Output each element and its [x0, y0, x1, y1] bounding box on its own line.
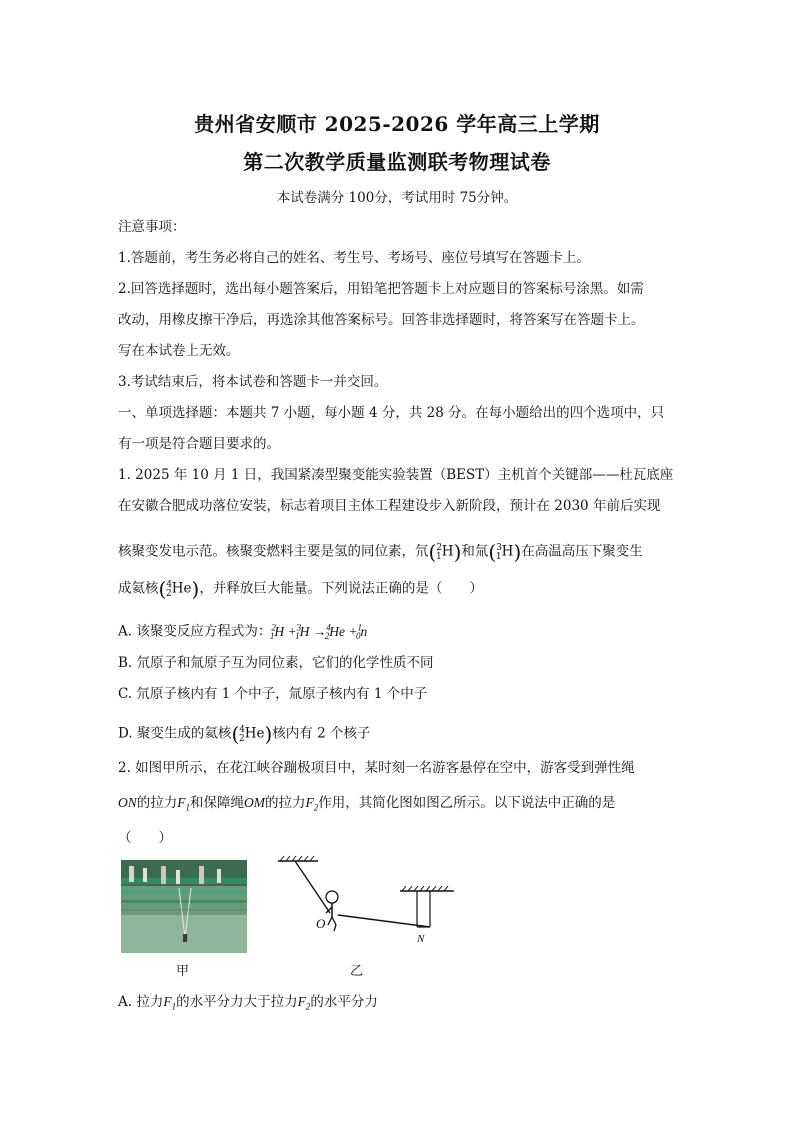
helium-symbol: $^4_2$He [166, 580, 192, 600]
caption-jia: 甲 [176, 964, 190, 979]
deuterium-symbol: $^2_1$H [436, 543, 454, 563]
q1-line-3-mid: 和氚 [461, 543, 489, 560]
paren-close: ) [453, 540, 462, 564]
paren-close: ) [191, 577, 200, 601]
force-f1: $F_1$ [177, 795, 191, 813]
note-2-line-c: 写在本试卷上无效。 [118, 343, 240, 359]
q2-text-b: 和保障绳 [190, 795, 245, 811]
force-f2: $F_2$ [297, 994, 311, 1012]
q2-text-a: 的拉力 [136, 795, 178, 811]
note-2-line-b: 改动，用橡皮擦干净后，再选涂其他答案标号。回答非选择题时，将答案写在答题卡上。 [118, 312, 645, 328]
person-head [326, 891, 338, 903]
paren-open: ( [158, 577, 167, 601]
note-3: 3.考试结束后，将本试卷和答题卡一并交回。 [118, 374, 388, 390]
rope-on [338, 915, 430, 927]
person-foot [334, 925, 336, 931]
bungee-photo-drawing [121, 860, 247, 953]
rope-on-label: ON [118, 795, 137, 810]
q1-line-1: 1. 2025 年 10 月 1 日，我国紧凑型聚变能实验装置（BEST）主机首个关键部——杜瓦底座 [118, 467, 674, 483]
label-n: N [417, 933, 425, 945]
section1-heading-a: 一、单项选择题：本题共 7 小题，每小题 4 分，共 28 分。在每小题给出的四个选项中，只 [118, 405, 665, 421]
rope-om [295, 861, 330, 913]
paren-open: ( [231, 722, 240, 746]
section1-heading-b: 有一项是符合题目要求的。 [118, 436, 280, 452]
schematic-diagram [270, 855, 470, 960]
force-f2: $F_2$ [305, 795, 319, 813]
caption-yi: 乙 [350, 964, 364, 979]
exam-title-line1: 贵州省安顺市 2025-2026 学年高三上学期 [194, 112, 600, 136]
rope-om-label: OM [244, 795, 266, 810]
q2-line-1: 2. 如图甲所示，在花江峡谷蹦极项目中，某时刻一名游客悬停在空中，游客受到弹性绳 [118, 760, 635, 776]
q2-option-a-pre: A. 拉力 [118, 994, 164, 1010]
label-o: O [316, 916, 326, 931]
note-2-line-a: 2.回答选择题时，选出每小题答案后，用铅笔把答题卡上对应题目的答案标号涂黑。如需 [118, 281, 644, 297]
q2-option-a-post: 的水平分力 [310, 994, 378, 1010]
q1-line-4-post: ，并释放巨大能量。下列说法正确的是（ ） [199, 580, 483, 597]
tritium-symbol: $^3_1$H [495, 543, 514, 563]
q1-line-3 [118, 538, 678, 567]
note-1: 1.答题前，考生务必将自己的姓名、考生号、考场号、座位号填写在答题卡上。 [118, 250, 590, 266]
q1-option-d-pre: D. 聚变生成的氦核 [118, 725, 232, 742]
exam-title-line2: 第二次教学质量监测联考物理试卷 [243, 150, 551, 174]
force-f1: $F_1$ [163, 994, 177, 1012]
q1-line-3-post: 在高温高压下聚变生 [521, 543, 643, 560]
q1-option-b: B. 氘原子和氚原子互为同位素，它们的化学性质不同 [118, 655, 434, 671]
q1-option-d [118, 720, 678, 749]
q2-text-d: 作用，其简化图如图乙所示。以下说法中正确的是 [318, 795, 616, 811]
person-leg-right [332, 917, 336, 925]
q1-option-c: C. 氘原子核内有 1 个中子，氚原子核内有 1 个中子 [118, 686, 428, 702]
q2-option-a [118, 992, 678, 1017]
paren-open: ( [428, 540, 437, 564]
q1-line-3-pre: 核聚变发电示范。核聚变燃料主要是氢的同位素，氘 [118, 543, 429, 560]
q1-line-4 [118, 575, 678, 604]
bungee-photo [121, 860, 247, 953]
q2-text-c: 的拉力 [265, 795, 306, 811]
paren-open: ( [488, 540, 497, 564]
q2-line-3: （ ） [118, 830, 172, 846]
q1-line-4-pre: 成氦核 [118, 580, 159, 597]
paren-close: ) [264, 722, 273, 746]
helium-symbol: $^4_2$He [238, 725, 265, 745]
q2-line-2 [118, 793, 678, 818]
q2-option-a-mid: 的水平分力大于拉力 [176, 994, 298, 1010]
notes-heading: 注意事项： [118, 219, 186, 235]
q1-option-d-post: 核内有 2 个核子 [272, 725, 371, 742]
person-leg-left [328, 917, 332, 925]
q1-option-a [118, 617, 678, 646]
paren-close: ) [513, 540, 522, 564]
fusion-equation: $^2_1$H +$^3_1$H →$^4_2$He +$^1_0$n [269, 622, 368, 642]
q1-option-a-text: A. 该聚变反应方程式为： [118, 623, 272, 640]
exam-subtitle: 本试卷满分 100分，考试用时 75分钟。 [276, 190, 518, 206]
q1-line-2: 在安徽合肥成功落位安装，标志着项目主体工程建设步入新阶段，预计在 2030 年前后实现 [118, 498, 661, 514]
